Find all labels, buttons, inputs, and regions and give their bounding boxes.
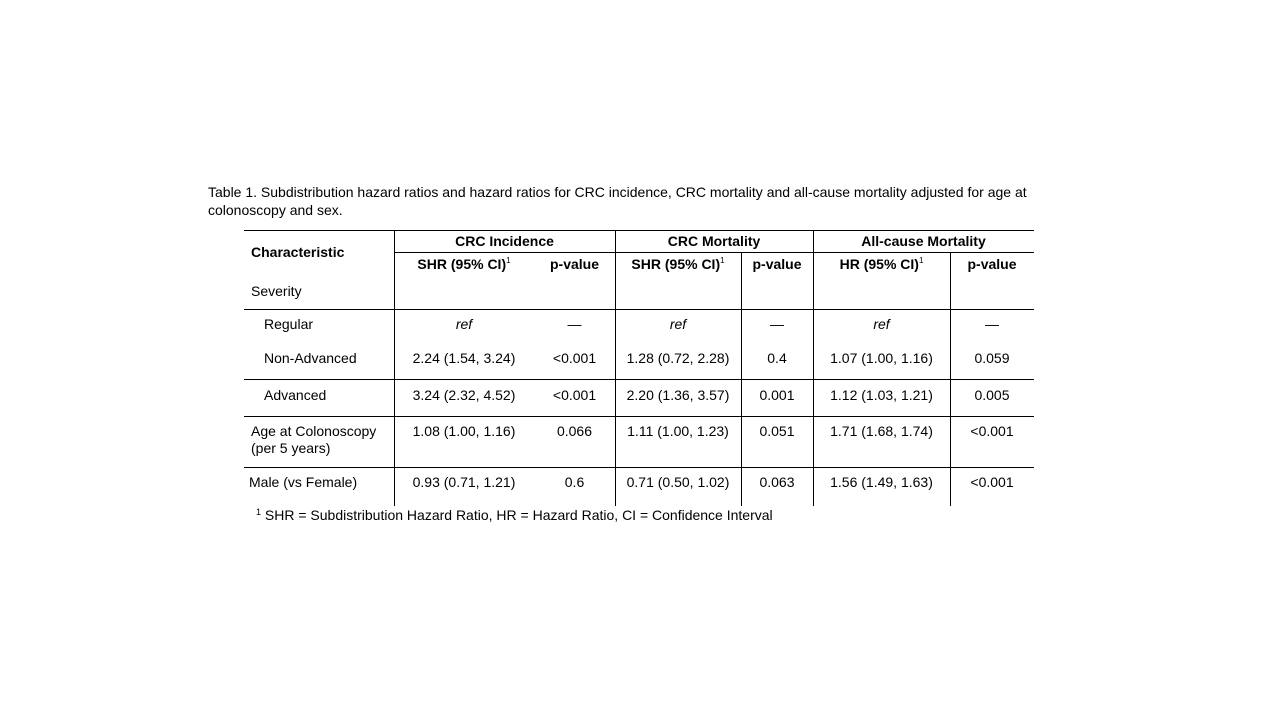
col-header: p-value: [752, 256, 802, 272]
table-cell: 1.07 (1.00, 1.16): [830, 350, 933, 366]
table-cell: 1.12 (1.03, 1.21): [830, 387, 933, 403]
rule-v4: [741, 252, 742, 506]
table-cell: ref: [669, 316, 687, 332]
table-cell: —: [985, 316, 999, 332]
rule-after-nonadvanced: [244, 379, 1034, 380]
footnote-marker: 1: [256, 507, 262, 517]
rule-header-bottom: [244, 309, 1034, 310]
table-cell: 0.6: [564, 474, 585, 490]
table-cell: 0.93 (0.71, 1.21): [412, 474, 516, 490]
table-cell: 1.28 (0.72, 2.28): [626, 350, 730, 366]
table-cell: 0.051: [759, 423, 795, 439]
row-label: Age at Colonoscopy: [251, 423, 377, 439]
table-cell: 0.059: [974, 350, 1010, 366]
table-cell: 0.005: [974, 387, 1010, 403]
group-crc-incidence: CRC Incidence: [455, 233, 554, 249]
table-cell: <0.001: [552, 350, 597, 366]
table-cell: 0.066: [556, 423, 593, 439]
table-cell: 1.56 (1.49, 1.63): [830, 474, 933, 490]
col-header: HR (95% CI)$^1$: [839, 256, 924, 272]
header-characteristic: Characteristic: [251, 244, 345, 260]
table-cell: ref: [455, 316, 473, 332]
rule-v5: [950, 252, 951, 506]
row-label: Male (vs Female): [249, 474, 358, 490]
row-label: Regular: [264, 316, 314, 332]
table-cell: 0.063: [759, 474, 795, 490]
col-header: p-value: [549, 256, 599, 272]
table-cell: 0.71 (0.50, 1.02): [626, 474, 730, 490]
table-footnote: [256, 507, 773, 524]
table-cell: 0.4: [767, 350, 787, 366]
group-crc-mortality: CRC Mortality: [667, 233, 761, 249]
table-cell: <0.001: [970, 474, 1014, 490]
table-cell: —: [567, 316, 582, 332]
table-caption: Table 1. Subdistribution hazard ratios and hazard ratios for CRC incidence, CRC mortality and all-cause mortality adjusted for age at colonoscopy and sex.: [208, 184, 1027, 218]
col-header: SHR (95% CI)$^1$: [631, 256, 725, 272]
table-cell: 0.001: [759, 387, 795, 403]
rule-top: [244, 230, 1034, 231]
table-cell: 2.24 (1.54, 3.24): [412, 350, 516, 366]
table-cell: ref: [873, 316, 890, 332]
table-cell: 1.08 (1.00, 1.16): [412, 423, 516, 439]
col-header: SHR (95% CI)$^1$: [417, 256, 511, 272]
rule-after-age: [244, 467, 1034, 468]
table-cell: —: [770, 316, 784, 332]
row-label-secondary: (per 5 years): [251, 440, 331, 456]
table-cell: <0.001: [552, 387, 597, 403]
row-label: Advanced: [264, 387, 327, 403]
table-cell: <0.001: [970, 423, 1014, 439]
row-label: Non-Advanced: [264, 350, 357, 366]
footnote-text: SHR = Subdistribution Hazard Ratio, HR = Hazard Ratio, CI = Confidence Interval: [264, 507, 773, 523]
rule-group-underline: [394, 252, 1034, 253]
col-header: p-value: [967, 256, 1017, 272]
table-cell: 1.11 (1.00, 1.23): [627, 423, 729, 439]
results-table: [244, 230, 1034, 506]
table-cell: 1.71 (1.68, 1.74): [830, 423, 933, 439]
group-all-cause-mortality: All-cause Mortality: [861, 233, 986, 249]
header-severity: Severity: [251, 283, 302, 299]
rule-after-advanced: [244, 416, 1034, 417]
table-cell: 3.24 (2.32, 4.52): [412, 387, 516, 403]
table-cell: 2.20 (1.36, 3.57): [626, 387, 730, 403]
